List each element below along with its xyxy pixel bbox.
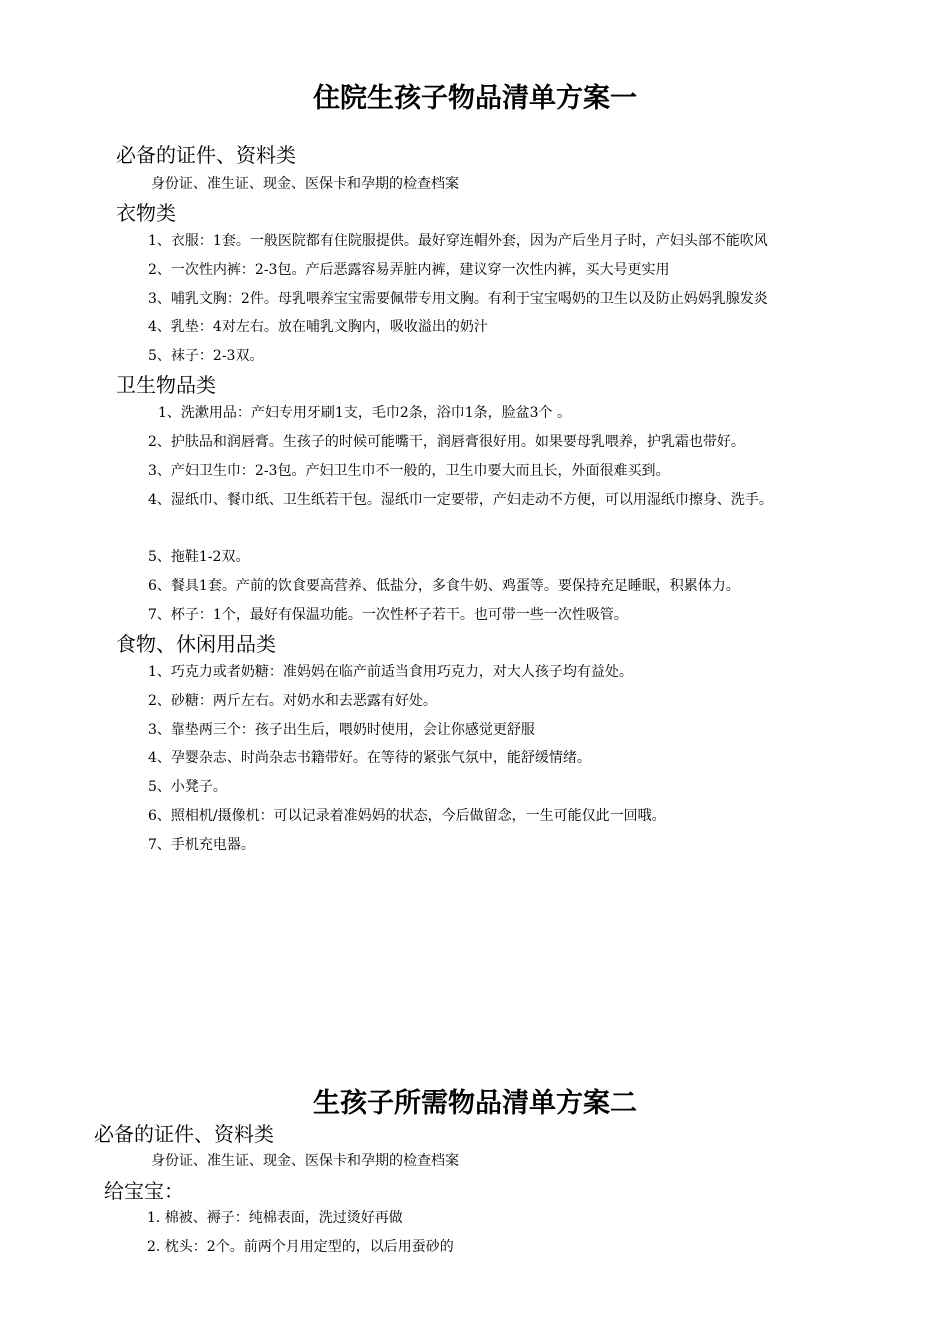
- plan-two-baby-item: 1. 棉被、褥子：纯棉表面，洗过烫好再做: [147, 1210, 403, 1226]
- plan-one-food-item: 7、手机充电器。: [148, 837, 255, 853]
- plan-one-food-item: 3、靠垫两三个：孩子出生后，喂奶时使用，会让你感觉更舒服: [148, 722, 535, 738]
- plan-one-clothing-item: 3、哺乳文胸：2件。母乳喂养宝宝需要佩带专用文胸。有利于宝宝喝奶的卫生以及防止妈妈乳腺发炎: [148, 291, 768, 307]
- plan-one-section-documents-heading: 必备的证件、资料类: [116, 143, 296, 167]
- plan-two-title: 生孩子所需物品清单方案二: [313, 1088, 637, 1119]
- plan-one-hygiene-item: 3、产妇卫生巾：2-3包。产妇卫生巾不一般的，卫生巾要大而且长，外面很难买到。: [148, 463, 670, 479]
- plan-one-hygiene-item: 7、杯子：1个，最好有保温功能。一次性杯子若干。也可带一些一次性吸管。: [148, 607, 628, 623]
- plan-one-title: 住院生孩子物品清单方案一: [313, 83, 637, 114]
- plan-one-clothing-item: 2、一次性内裤：2-3包。产后恶露容易弄脏内裤，建议穿一次性内裤，买大号更实用: [148, 262, 670, 278]
- plan-one-food-item: 2、砂糖：两斤左右。对奶水和去恶露有好处。: [148, 693, 437, 709]
- plan-one-hygiene-item: 2、护肤品和润唇膏。生孩子的时候可能嘴干，润唇膏很好用。如果要母乳喂养，护乳霜也带好。: [148, 434, 745, 450]
- plan-one-food-item: 1、巧克力或者奶糖：准妈妈在临产前适当食用巧克力，对大人孩子均有益处。: [148, 664, 633, 680]
- plan-one-hygiene-item: 4、湿纸巾、餐巾纸、卫生纸若干包。湿纸巾一定要带，产妇走动不方便，可以用湿纸巾擦身、洗手。: [148, 492, 773, 508]
- plan-one-hygiene-item: 6、餐具1套。产前的饮食要高营养、低盐分，多食牛奶、鸡蛋等。要保持充足睡眠，积累体力。: [148, 578, 740, 594]
- plan-two-documents-item: 身份证、准生证、现金、医保卡和孕期的检查档案: [151, 1153, 459, 1169]
- plan-two-section-documents-heading: 必备的证件、资料类: [94, 1122, 274, 1146]
- plan-one-hygiene-item: 1、洗漱用品：产妇专用牙刷1支，毛巾2条，浴巾1条，脸盆3个 。: [158, 405, 571, 421]
- plan-one-clothing-item: 1、衣服：1套。一般医院都有住院服提供。最好穿连帽外套，因为产后坐月子时，产妇头部不能吹风: [148, 233, 768, 249]
- plan-one-section-clothing-heading: 衣物类: [116, 201, 176, 225]
- plan-one-food-item: 6、照相机/摄像机：可以记录着准妈妈的状态，今后做留念，一生可能仅此一回哦。: [148, 808, 666, 824]
- plan-one-section-hygiene-heading: 卫生物品类: [116, 373, 216, 397]
- plan-one-documents-item: 身份证、准生证、现金、医保卡和孕期的检查档案: [151, 176, 459, 192]
- plan-one-clothing-item: 4、乳垫：4对左右。放在哺乳文胸内，吸收溢出的奶汁: [148, 319, 488, 335]
- plan-one-section-food-heading: 食物、休闲用品类: [116, 632, 276, 656]
- plan-two-section-baby-heading: 给宝宝：: [104, 1179, 184, 1203]
- plan-one-food-item: 4、孕婴杂志、时尚杂志书籍带好。在等待的紧张气氛中，能舒缓情绪。: [148, 750, 591, 766]
- plan-one-food-item: 5、小凳子。: [148, 779, 227, 795]
- plan-one-hygiene-item: 5、拖鞋1-2双。: [148, 549, 250, 565]
- plan-one-clothing-item: 5、袜子：2-3双。: [148, 348, 264, 364]
- plan-two-baby-item: 2. 枕头：2个。前两个月用定型的，以后用蚕砂的: [147, 1239, 454, 1255]
